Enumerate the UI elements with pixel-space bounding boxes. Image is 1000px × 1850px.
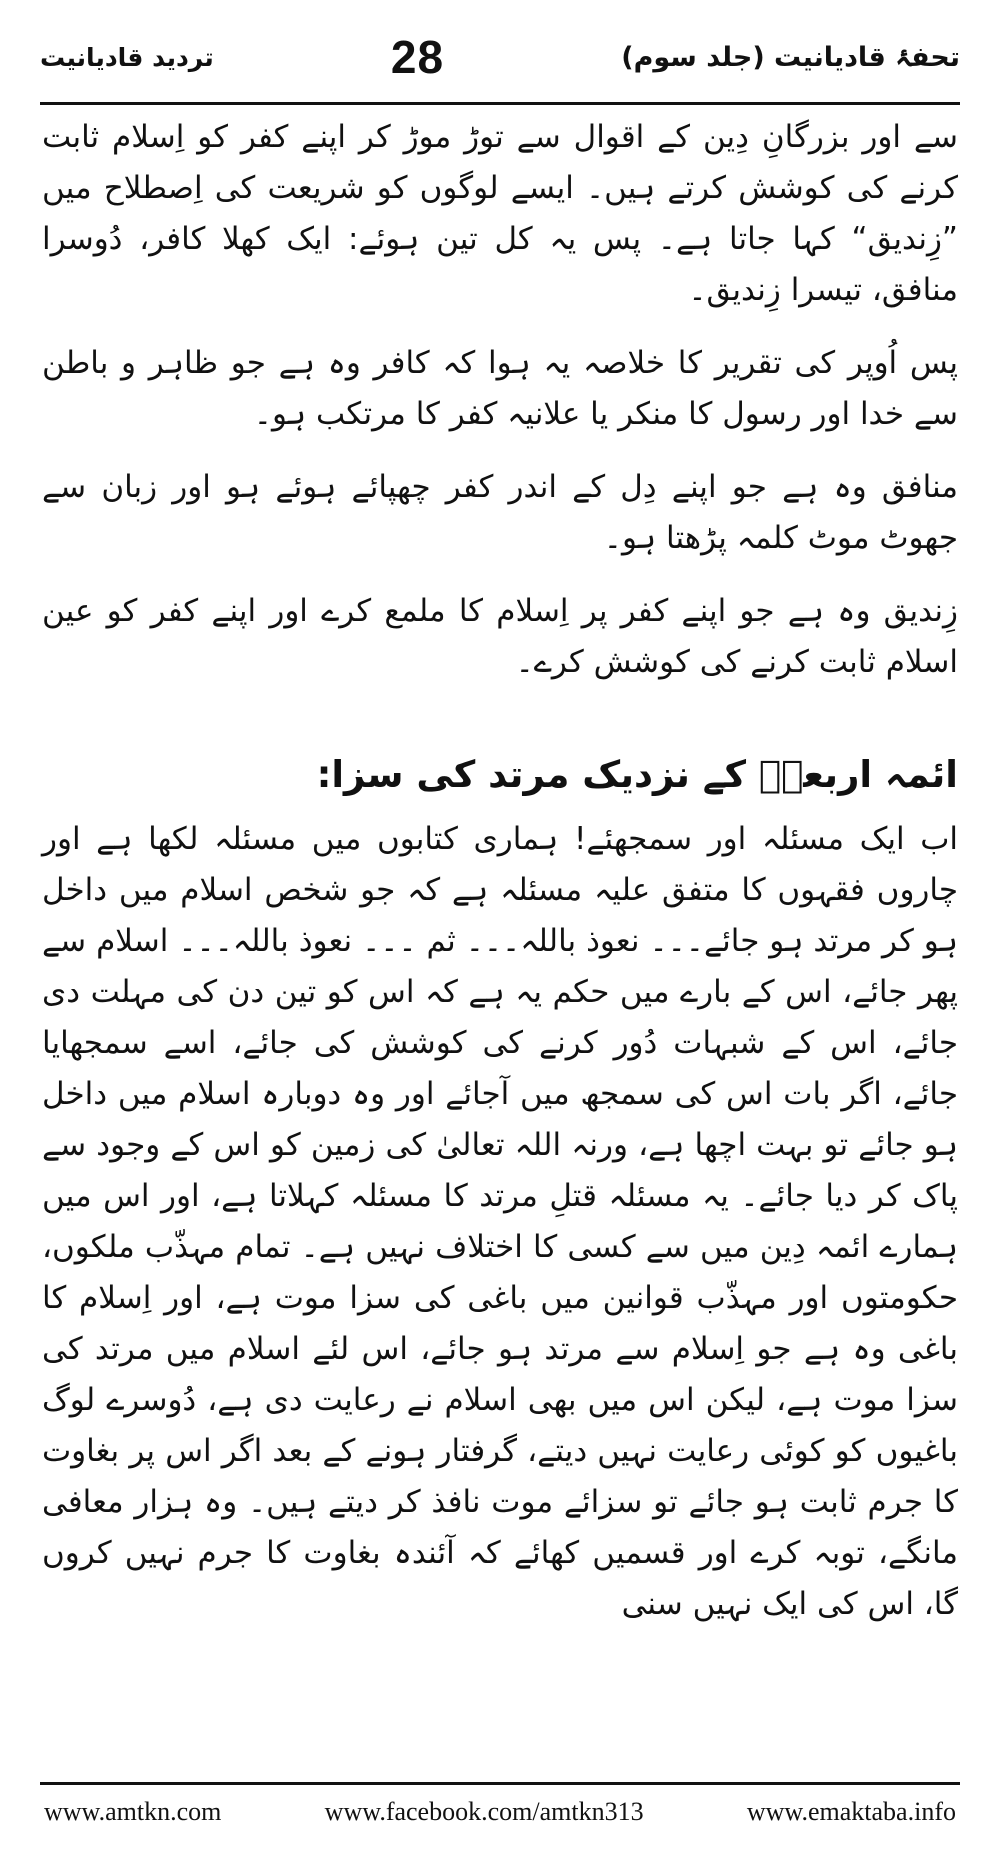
page-footer (44, 1790, 956, 1834)
page-header (40, 22, 960, 92)
paragraph-1: سے اور بزرگانِ دِین کے اقوال سے توڑ موڑ کر اپنے کفر کو اِسلام ثابت کرنے کی کوشش کرتے ہیں۔ ایسے لوگوں کو شریعت کی اِصطلاح میں ”زِندیق“ کہا جاتا ہے۔ پس یہ کل تین ہوئے: ایک کھلا کافر، دُوسرا منافق، تیسرا زِندیق۔ (42, 119, 958, 308)
section-heading: ائمہ اربعہؒ کے نزدیک مرتد کی سزا: (316, 753, 958, 796)
paragraph-5: اب ایک مسئلہ اور سمجھئے! ہماری کتابوں میں مسئلہ لکھا ہے اور چاروں فقہوں کا متفق علیہ مسئلہ ہے کہ جو شخص اسلام میں داخل ہو کر مرتد ہو جائے۔۔۔ نعوذ باللہ۔۔۔ ثم ۔۔۔ نعوذ باللہ۔۔۔ اسلام سے پھر جائے، اس کے بارے میں حکم یہ ہے کہ اس کو تین دن کی مہلت دی جائے، اس کے شبہات دُور کرنے کی کوشش کی جائے، اسے سمجھایا جائے، اگر بات اس کی سمجھ میں آجائے اور وہ دوبارہ اسلام میں داخل ہو جائے تو بہت اچھا ہے، ورنہ اللہ تعالیٰ کی زمین کو اس کے وجود سے پاک کر دیا جائے۔ یہ مسئلہ قتلِ مرتد کا مسئلہ کہلاتا ہے، اور اس میں ہمارے ائمہ دِین میں سے کسی کا اختلاف نہیں ہے۔ تمام مہذّب ملکوں، حکومتوں اور مہذّب قوانین میں باغی کی سزا موت ہے، اور اِسلام کا باغی وہ ہے جو اِسلام سے مرتد ہو جائے، اس لئے اسلام میں مرتد کی سزا موت ہے، لیکن اس میں بھی اسلام نے رعایت دی ہے، دُوسرے لوگ باغیوں کو کوئی رعایت نہیں دیتے، گرفتار ہونے کے بعد اگر اس پر بغاوت کا جرم ثابت ہو جائے تو سزائے موت نافذ کر دیتے ہیں۔ وہ ہزار معافی مانگے، توبہ کرے اور قسمیں کھائے کہ آئندہ بغاوت کا جرم نہیں کروں گا، اس کی ایک نہیں سنی (42, 821, 958, 1622)
footer-divider (40, 1782, 960, 1785)
page-body (42, 112, 958, 1630)
section-title: تردید قادیانیت (40, 42, 214, 72)
footer-link-emaktaba[interactable]: www.emaktaba.info (746, 1797, 956, 1826)
footer-link-amtkn[interactable]: www.amtkn.com (44, 1797, 222, 1826)
paragraph-3: منافق وہ ہے جو اپنے دِل کے اندر کفر چھپائے ہوئے ہو اور زبان سے جھوٹ موٹ کلمہ پڑھتا ہو۔ (42, 469, 958, 556)
footer-link-facebook[interactable]: www.facebook.com/amtkn313 (324, 1797, 644, 1826)
book-title: تحفۂ قادیانیت (جلد سوم) (621, 41, 960, 73)
paragraph-4: زِندیق وہ ہے جو اپنے کفر پر اِسلام کا ملمع کرے اور اپنے کفر کو عین اسلام ثابت کرنے کی کوشش کرے۔ (42, 593, 958, 680)
paragraph-2: پس اُوپر کی تقریر کا خلاصہ یہ ہوا کہ کافر وہ ہے جو ظاہر و باطن سے خدا اور رسول کا منکر یا علانیہ کفر کا مرتکب ہو۔ (42, 345, 958, 432)
page-number: 28 (390, 31, 445, 83)
header-divider (40, 102, 960, 105)
